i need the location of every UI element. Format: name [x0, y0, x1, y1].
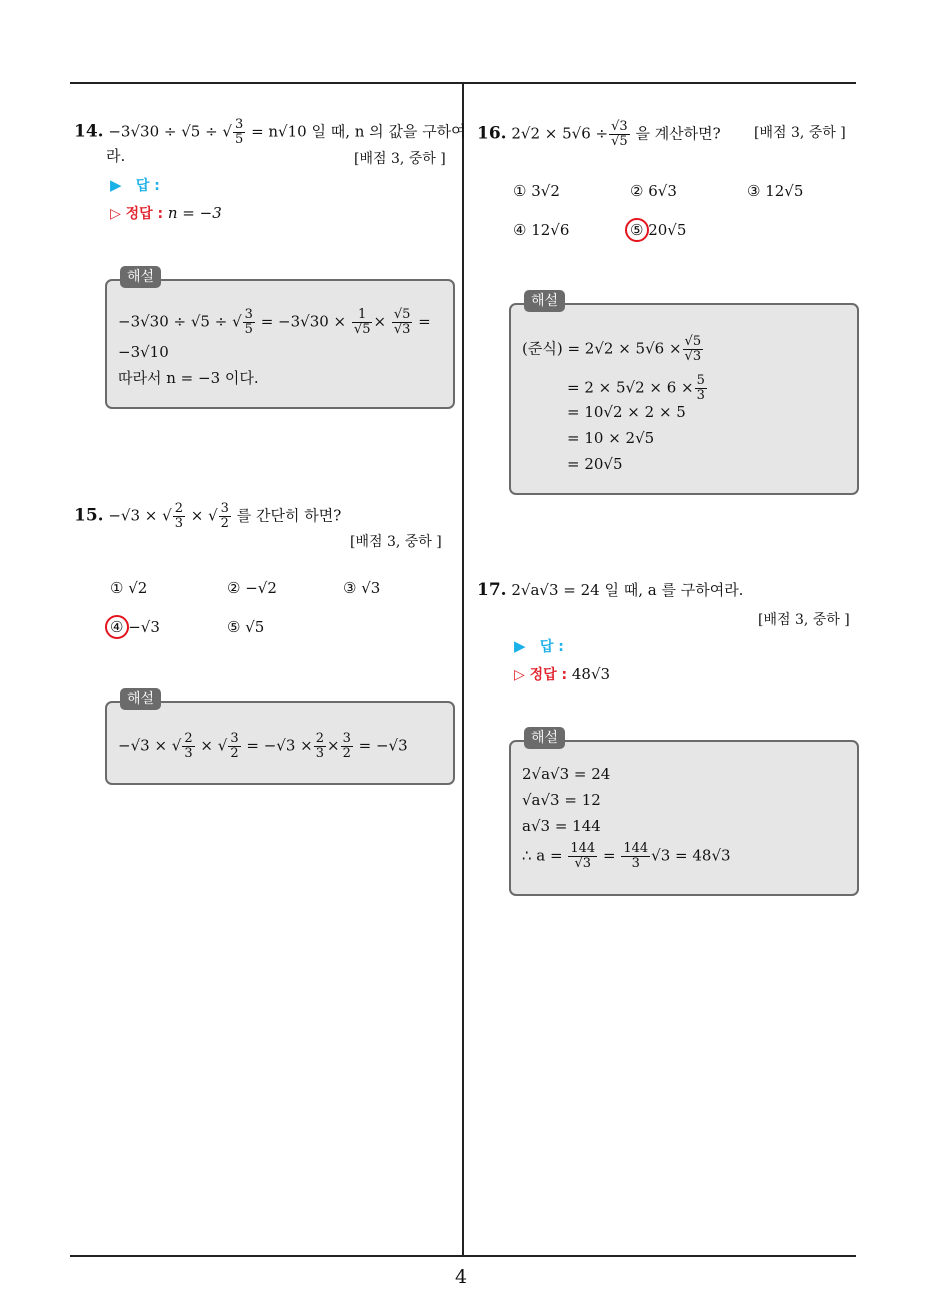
q16-option-4[interactable]: ④ 12√6: [513, 221, 570, 239]
q17-sol-line3: a√3 = 144: [522, 817, 601, 835]
q15-option-2[interactable]: ② −√2: [227, 579, 277, 597]
q17-sol-line2: √a√3 = 12: [522, 791, 601, 809]
q14-stem-cont: 라.: [106, 147, 126, 165]
open-arrow-icon: ▷: [110, 206, 121, 222]
q16-sol-line2: = 2 × 5√2 × 6 × $\frac{5}{3}$: [567, 373, 705, 403]
q16-stem: 16. 2√2 × 5√6 ÷ $\frac{√3}{√5}$ 을 계산하면?: [477, 119, 721, 149]
q16-option-3[interactable]: ③ 12√5: [747, 182, 804, 200]
q14-stem: 14. −3√30 ÷ √5 ÷ √ $\frac{3}{5}$ = n√10 일 때, n 의 값을 구하여: [74, 117, 466, 147]
arrow-icon: ▶: [110, 176, 122, 194]
q16-sol-line1: (준식) = 2√2 × 5√6 × $\frac{√5}{√3}$: [522, 334, 702, 364]
page-number: 4: [455, 1266, 468, 1288]
q17-correct-value: 48√3: [571, 665, 611, 683]
bottom-rule: [70, 1255, 856, 1257]
open-arrow-icon: ▷: [514, 667, 525, 683]
q14-answer-row: [110, 175, 160, 196]
q16-number: 16.: [477, 123, 507, 144]
q14-explanation-tag: 해설: [120, 266, 161, 288]
q16-explanation-tag: 해설: [524, 290, 565, 312]
q17-answer-row: [514, 636, 564, 657]
q17-stem: 17. 2√a√3 = 24 일 때, a 를 구하여라.: [477, 580, 744, 600]
q15-option-4[interactable]: ④ −√3: [110, 618, 160, 636]
q14-correct-row: [110, 203, 222, 224]
q15-number: 15.: [74, 505, 104, 526]
q14-sol-line2: −3√10: [118, 343, 169, 361]
q16-option-1[interactable]: ① 3√2: [513, 182, 560, 200]
q16-sol-line5: = 20√5: [567, 455, 623, 473]
q14-meta: [배점 3, 중하 ]: [354, 151, 446, 167]
q15-option-5[interactable]: ⑤ √5: [227, 618, 265, 636]
q15-option-1[interactable]: ① √2: [110, 579, 148, 597]
q16-meta: [배점 3, 중하 ]: [754, 125, 846, 141]
fraction: $\frac{3}{5}$: [235, 117, 244, 147]
q15-explanation-tag: 해설: [120, 688, 161, 710]
q15-sol: −√3 × √ $\frac{2}{3}$ × √ $\frac{3}{2}$ = −√3 × $\frac{2}{3}$ × $\frac{3}{2}$ = −√3: [118, 731, 408, 761]
q14-correct-value: n = −3: [167, 204, 222, 222]
q16-sol-line4: = 10 × 2√5: [567, 429, 655, 447]
q16-marked-circle-icon: [625, 218, 649, 242]
q16-sol-line3: = 10√2 × 2 × 5: [567, 403, 686, 421]
q14-number: 14.: [74, 121, 104, 142]
answer-label: 답 :: [539, 639, 564, 655]
correct-label: 정답 :: [125, 206, 164, 222]
q17-number: 17.: [477, 580, 507, 600]
arrow-icon: ▶: [514, 637, 526, 655]
q15-meta: [배점 3, 중하 ]: [350, 534, 442, 550]
correct-label: 정답 :: [529, 667, 568, 683]
q17-sol-line1: 2√a√3 = 24: [522, 765, 611, 783]
q14-sol-line1: −3√30 ÷ √5 ÷ √ $\frac{3}{5}$ = −3√30 × $\frac{1}{√5}$ × $\frac{√5}{√3}$ =: [118, 307, 431, 337]
q14-sol-line3: 따라서 n = −3 이다.: [118, 369, 259, 387]
q17-meta: [배점 3, 중하 ]: [758, 612, 850, 628]
q15-option-3[interactable]: ③ √3: [343, 579, 381, 597]
q16-option-2[interactable]: ② 6√3: [630, 182, 677, 200]
q17-correct-row: [514, 664, 610, 685]
q16-option-5[interactable]: ⑤ 20√5: [630, 221, 687, 239]
q15-marked-circle-icon: [105, 615, 129, 639]
answer-label: 답 :: [135, 178, 160, 194]
column-divider: [462, 82, 464, 1257]
q15-stem: 15. −√3 × √ $\frac{2}{3}$ × √ $\frac{3}{2}$ 를 간단히 하면?: [74, 501, 342, 531]
q17-sol-line4: ∴ a = $\frac{144}{√3}$ = $\frac{144}{3}$ √3 = 48√3: [522, 841, 731, 871]
q17-explanation-tag: 해설: [524, 727, 565, 749]
